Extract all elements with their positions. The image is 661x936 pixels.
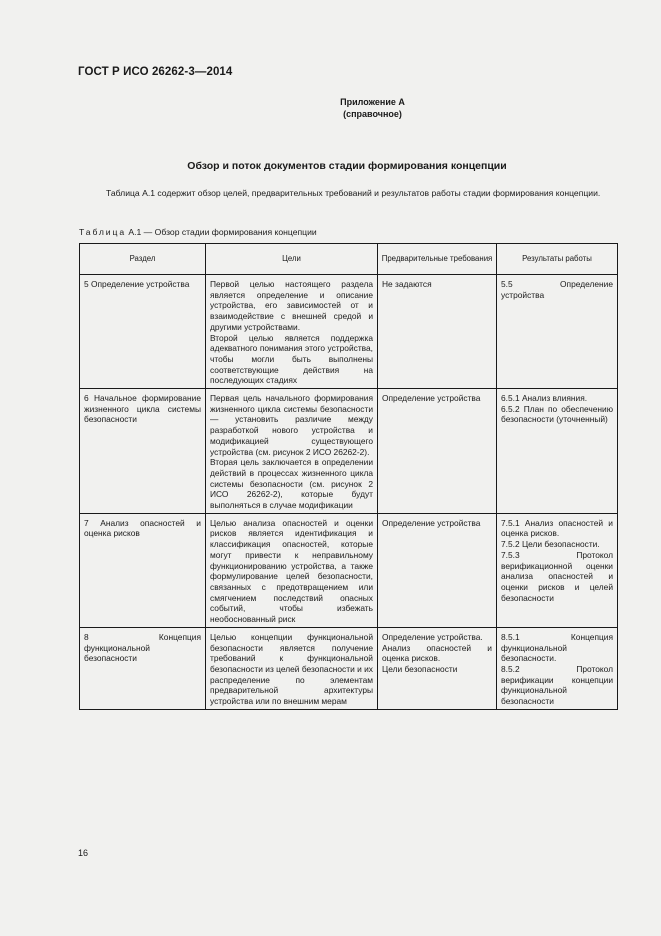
row-section-cell: 6 Начальное формирование жизненного цикла системы безопасности: [80, 389, 206, 514]
row-section-cell: 5 Определение устройства: [80, 275, 206, 389]
appendix-title: Приложение А: [340, 97, 405, 107]
header-results: Результаты работы: [497, 244, 618, 275]
table-caption: [79, 227, 317, 237]
row-goals-cell: Целью анализа опасностей и оценки рисков является идентификация и классификация опасностей, которые могут привести к неправильному функционированию устройства, а также формулирование целей безопасности, связанных с предотвращением или смягчением последствий опасных событий, чтобы избежать необоснованный риск: [206, 513, 378, 627]
row-prerequisites-cell: Не задаются: [378, 275, 497, 389]
row-goals-cell: Первой целью настоящего раздела является определение и описание устройства, его зависимостей от и взаимодействие с внешней средой и другими устройствами. Второй целью является поддержка адекватного понимания этого устройства, чтобы могли быть выполнены соответствующие действия на последующих стадиях: [206, 275, 378, 389]
table-caption-prefix: Таблица: [79, 227, 126, 237]
page-number: 16: [78, 848, 89, 858]
row-goals-cell: Целью концепции функциональной безопасности является получение требований к функциональной безопасности из целей безопасности и их распределение по элементам предварительной архитектуры устройства или по внешним мерам: [206, 627, 378, 709]
row-prerequisites-cell: Определение устройства: [378, 389, 497, 514]
table-caption-rest: А.1 — Обзор стадии формирования концепции: [126, 227, 317, 237]
row-results-cell: 6.5.1 Анализ влияния. 6.5.2 План по обеспечению безопасности (уточненный): [497, 389, 618, 514]
section-title-text: Обзор и поток документов стадии формирования концепции: [187, 160, 507, 172]
table-row: [80, 275, 618, 389]
row-prerequisites-cell: Определение устройства: [378, 513, 497, 627]
intro-text: Таблица А.1 содержит обзор целей, предварительных требований и результатов работы стадии формирования концепции.: [106, 188, 601, 198]
header-goals: Цели: [206, 244, 378, 275]
table-header-row: [80, 244, 618, 275]
appendix-subtitle: (справочное): [343, 109, 402, 119]
header-prerequisites: Предварительные требования: [378, 244, 497, 275]
intro-paragraph: [79, 186, 617, 201]
row-section-cell: 8 Концепция функциональной безопасности: [80, 627, 206, 709]
document-code: ГОСТ Р ИСО 26262-3—2014: [78, 66, 233, 78]
table-row: [80, 513, 618, 627]
section-title: [0, 160, 661, 172]
row-prerequisites-cell: Определение устройства. Анализ опасностей и оценка рисков. Цели безопасности: [378, 627, 497, 709]
row-section-cell: 7 Анализ опасностей и оценка рисков: [80, 513, 206, 627]
table-row: [80, 627, 618, 709]
appendix-heading: [0, 96, 661, 120]
row-results-cell: 8.5.1 Концепция функциональной безопасности. 8.5.2 Протокол верификации концепции функциональной безопасности: [497, 627, 618, 709]
table-row: [80, 389, 618, 514]
row-goals-cell: Первая цель начального формирования жизненного цикла системы безопасности — установить различие между разработкой нового устройства и модификацией существующего устройства (см. рисунок 2 ИСО 26262-2). Вторая цель заключается в определении действий в процессах жизненного цикла системы безопасности (см. рисунок 2 ИСО 26262-2), которые будут выполняться в случае модификации: [206, 389, 378, 514]
header-section: Раздел: [80, 244, 206, 275]
row-results-cell: 7.5.1 Анализ опасностей и оценка рисков. 7.5.2 Цели безопасности. 7.5.3 Протокол верификационной оценки анализа опасностей и оценки рисков и целей безопасности: [497, 513, 618, 627]
concept-phase-table: [79, 243, 618, 710]
row-results-cell: 5.5 Определение устройства: [497, 275, 618, 389]
